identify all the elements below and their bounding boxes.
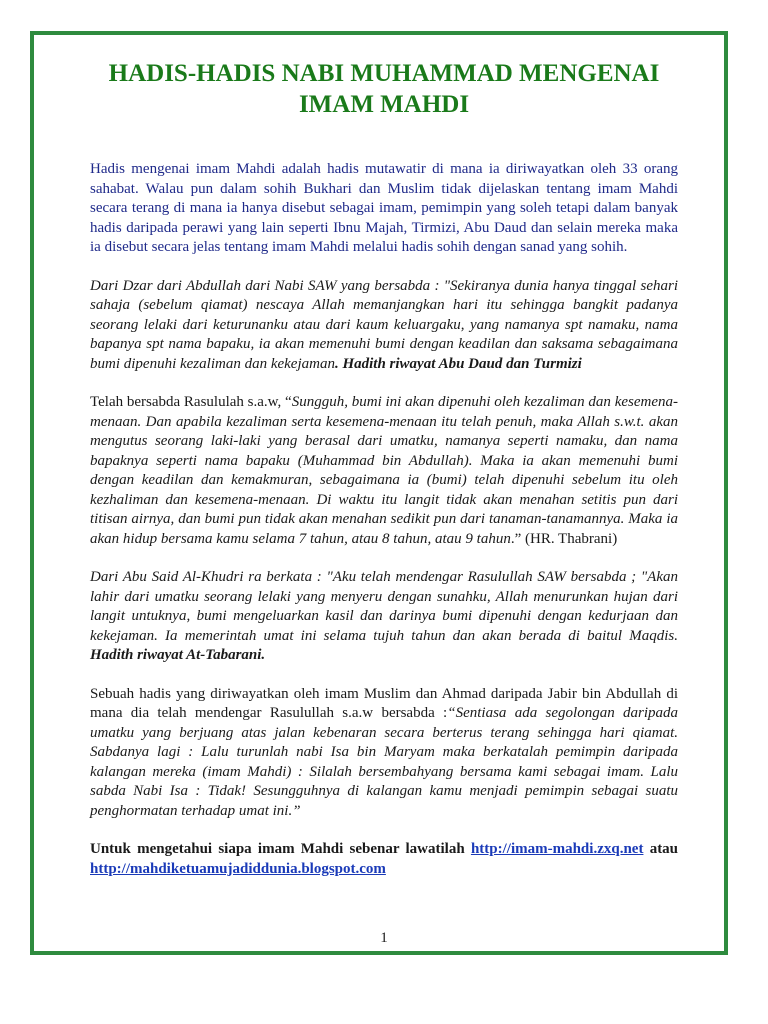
hadith-1-text: Dari Dzar dari Abdullah dari Nabi SAW yang bersabda : "Sekiranya dunia hanya tinggal sehari sahaja (sebelum qiamat) nescaya Allah memanjangkan hari itu sehingga bangkit padanya seorang lelaki dari keturunanku atau dari kaum keluargaku, yang namanya spt namaku, nama bapanya spt nama bapaku, ia akan memenuhi bumi dengan keadilan dan saksama sebagaimana bumi dipenuhi kezaliman dan kekejaman — [90, 277, 678, 372]
title-line-2: IMAM MAHDI — [298, 91, 470, 118]
hadith-2-source: .” (HR. Thabrani) — [510, 530, 618, 547]
footer-and: atau — [649, 841, 679, 857]
hadith-2-text: Sungguh, bumi ini akan dipenuhi oleh kezaliman dan kesemena-menaan. Dan apabila kezaliman serta kesemena-menaan itu telah penuh, maka Allah s.w.t. akan mengutus seorang laki-laki yang berasal dari umatku, namanya seperti namaku, dan nama bapaknya seperti nama bapaku (Muhammad bin Abdullah). Maka ia akan memenuhi bumi dengan keadilan dan kemakmuran, sebagaimana ia (bumi) telah dipenuhi sebelum itu oleh kezhaliman dan kesemena-menaan. Di waktu itu langit tidak akan menahan setitis pun dari titisan airnya, dan bumi pun tidak akan menahan sedikit pun dari tanaman-tanamannya. Maka ia akan hidup bersama kamu selama 7 tahun, atau 8 tahun, atau 9 tahun — [90, 394, 678, 547]
title-line-1: HADIS-HADIS NABI MUHAMMAD MENGENAI — [108, 60, 660, 87]
hadith-paragraph-4 — [90, 685, 678, 822]
document-title — [0, 58, 768, 120]
hadith-2-intro: Telah bersabda Rasululah s.a.w, “ — [90, 394, 292, 410]
hadith-3-source: Hadith riwayat At-Tabarani. — [90, 647, 266, 663]
intro-paragraph: Hadis mengenai imam Mahdi adalah hadis mutawatir di mana ia diriwayatkan oleh 33 orang sahabat. Walau pun dalam sohih Bukhari dan Muslim tidak dijelaskan tentang imam Mahdi secara terang di mana ia hanya disebut sebagai imam, pemimpin yang soleh tetapi dalam banyak hadis daripada perawi yang lain seperti Ibnu Majah, Tirmizi, Abu Daud dan selain mereka maka ia disebut secara jelas tentang imam Mahdi melalui hadis sohih dengan sanad yang sohih. — [90, 161, 678, 255]
hadith-paragraph-1 — [90, 277, 678, 375]
blogspot-link[interactable]: http://mahdiketuamujadiddunia.blogspot.com — [90, 860, 386, 877]
footer-paragraph — [90, 840, 678, 879]
page-number: 1 — [380, 930, 388, 946]
imam-mahdi-link[interactable]: http://imam-mahdi.zxq.net — [470, 841, 644, 857]
hadith-4-text: “Sentiasa ada segolongan daripada umatku yang berjuang atas jalan kebenaran secara berterus terang sehingga hari qiamat. Sabdanya lagi : Lalu turunlah nabi Isa bin Maryam maka berkatalah pemimpin daripada kalangan mereka (imam Mahdi) : Silalah bersembahyang bersama kami sebagai imam. Lalu sabda Nabi Isa : Tidak! Sesungguhnya di kalangan kamu menjadi pemimpin sebagai suatu penghormatan terhadap umat ini.” — [90, 705, 679, 819]
footer-text: Untuk mengetahui siapa imam Mahdi sebenar lawatilah — [90, 841, 465, 857]
document-body — [90, 160, 678, 898]
hadith-paragraph-3 — [90, 568, 678, 666]
hadith-4-intro: Sebuah hadis yang diriwayatkan oleh imam Muslim dan Ahmad daripada Jabir bin Abdullah di mana dia telah mendengar Rasulullah s.a.w bersabda : — [90, 685, 678, 721]
hadith-1-source: . Hadith riwayat Abu Daud dan Turmizi — [334, 355, 582, 372]
hadith-3-text: Dari Abu Said Al-Khudri ra berkata : "Aku telah mendengar Rasulullah SAW bersabda ; "Akan lahir dari umatku seorang lelaki yang menyeru dengan sunahku, Allah menurunkan hujan dari langit untuknya, bumi mengeluarkan kasil dan darinya bumi dipenuhi dengan kedurjaan dan kekejaman. Ia memerintah umat ini selama tujuh tahun dan akan berada di baitul Maqdis. — [90, 569, 678, 644]
hadith-paragraph-2 — [90, 393, 678, 549]
